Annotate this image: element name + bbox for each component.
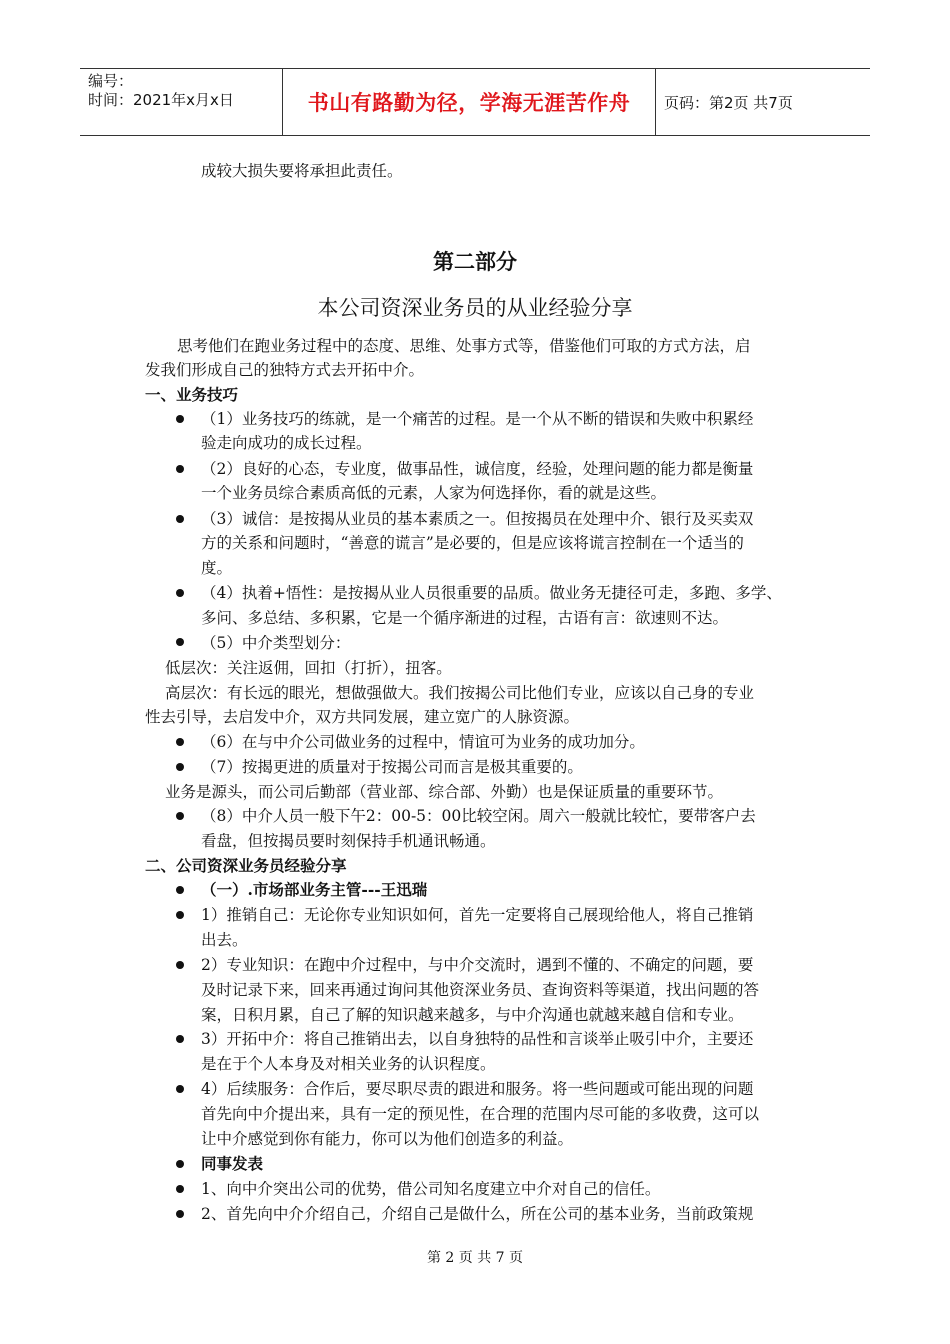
bullet-dot <box>176 911 184 919</box>
low-level-line: 低层次：关注返佣，回扣（打折），扭客。 <box>165 659 452 677</box>
bullet-text: 案，日积月累，自己了解的知识越来越多，与中介沟通也就越来越自信和专业。 <box>201 1006 744 1024</box>
high-level-line: 高层次：有长远的眼光，想做强做大。我们按揭公司比他们专业，应该以自己身的专业 <box>165 684 755 702</box>
bullet-dot <box>176 638 184 646</box>
bullet-text: （4）执着+悟性：是按揭从业人员很重要的品质。做业务无捷径可走，多跑、多学、 <box>201 584 782 602</box>
bullet-text: （2）良好的心态，专业度，做事品性，诚信度，经验，处理问题的能力都是衡量 <box>201 460 754 478</box>
page-info: 页码：第2页 共7页 <box>664 93 793 112</box>
bullet-text: （3）诚信：是按揭从业员的基本素质之一。但按揭员在处理中介、银行及买卖双 <box>201 510 754 528</box>
bullet-text: （7）按揭更进的质量对于按揭公司而言是极其重要的。 <box>201 758 583 776</box>
bullet-dot <box>176 1085 184 1093</box>
carry-over-line: 成较大损失要将承担此责任。 <box>201 162 403 180</box>
bullet-text: （6）在与中介公司做业务的过程中，情谊可为业务的成功加分。 <box>201 733 645 751</box>
number-label: 编号： <box>88 72 134 90</box>
high-level-line: 性去引导，去启发中介，双方共同发展，建立宽广的人脉资源。 <box>145 708 580 726</box>
bullet-dot <box>176 589 184 597</box>
slogan: 书山有路勤为径，学海无涯苦作舟 <box>307 91 631 115</box>
bullet-dot <box>176 812 184 820</box>
bullet-dot <box>176 1185 184 1193</box>
bullet-dot <box>176 886 184 894</box>
bullet-text: 验走向成功的成长过程。 <box>201 434 372 452</box>
bullet-text: （5）中介类型划分： <box>201 634 351 652</box>
section-title: 第二部分 <box>433 250 517 274</box>
bullet-text: 及时记录下来，回来再通过询问其他资深业务员、查询资料等渠道，找出问题的答 <box>201 981 760 999</box>
bullet-text: 度。 <box>201 559 233 577</box>
bullet-text: 首先向中介提出来，具有一定的预见性，在合理的范围内尽可能的多收费，这可以 <box>201 1105 760 1123</box>
part2-heading: 二、公司资深业务员经验分享 <box>145 856 347 875</box>
bullet-dot <box>176 415 184 423</box>
header-left-cell <box>80 69 282 135</box>
subsection-heading: 同事发表 <box>201 1154 264 1173</box>
bullet-text: （8）中介人员一般下午2：00-5：00比较空闲。周六一般就比较忙，要带客户去 <box>201 807 756 825</box>
bullet-dot <box>176 763 184 771</box>
bullet-text: （1）业务技巧的练就，是一个痛苦的过程。是一个从不断的错误和失败中积累经 <box>201 410 754 428</box>
bullet-dot <box>176 1160 184 1168</box>
bullet-text: 方的关系和问题时，“善意的谎言”是必要的，但是应该将谎言控制在一个适当的 <box>201 534 744 552</box>
header-right-cell <box>656 69 870 135</box>
bullet-text: 3）开拓中介：将自己推销出去，以自身独特的品性和言谈举止吸引中介，主要还 <box>201 1030 754 1048</box>
bullet-text: 1、向中介突出公司的优势，借公司知名度建立中介对自己的信任。 <box>201 1180 661 1198</box>
intro-line: 思考他们在跑业务过程中的态度、思维、处事方式等，借鉴他们可取的方式方法，启 <box>177 337 751 355</box>
bullet-dot <box>176 961 184 969</box>
bullet-text: 1）推销自己：无论你专业知识如何，首先一定要将自己展现给他人，将自己推销 <box>201 906 754 924</box>
bullet-text: 看盘，但按揭员要时刻保持手机通讯畅通。 <box>201 832 496 850</box>
bullet-text: 2、首先向中介介绍自己，介绍自己是做什么，所在公司的基本业务，当前政策规 <box>201 1205 754 1223</box>
header-middle-cell <box>282 69 656 135</box>
bullet-dot <box>176 1035 184 1043</box>
section-subtitle: 本公司资深业务员的从业经验分享 <box>317 296 633 320</box>
bullet-dot <box>176 465 184 473</box>
bullet-text: 2）专业知识：在跑中介过程中，与中介交流时，遇到不懂的、不确定的问题，要 <box>201 956 754 974</box>
page-header <box>80 68 870 136</box>
bullet-text: 4）后续服务：合作后，要尽职尽责的跟进和服务。将一些问题或可能出现的问题 <box>201 1080 754 1098</box>
bullet-dot <box>176 738 184 746</box>
subsection-heading: （一）.市场部业务主管---王迅瑞 <box>201 880 428 899</box>
source-line: 业务是源头，而公司后勤部（营业部、综合部、外勤）也是保证质量的重要环节。 <box>165 783 724 801</box>
time-label: 时间：2021年x月x日 <box>88 91 234 109</box>
bullet-text: 出去。 <box>201 931 248 949</box>
page-footer: 第 2 页 共 7 页 <box>426 1250 524 1266</box>
bullet-text: 一个业务员综合素质高低的元素，人家为何选择你，看的就是这些。 <box>201 484 667 502</box>
bullet-dot <box>176 515 184 523</box>
bullet-text: 是在于个人本身及对相关业务的认识程度。 <box>201 1055 496 1073</box>
intro-line: 发我们形成自己的独特方式去开拓中介。 <box>145 361 425 379</box>
bullet-text: 多问、多总结、多积累，它是一个循序渐进的过程，古语有言：欲速则不达。 <box>201 609 729 627</box>
part1-heading: 一、业务技巧 <box>145 385 239 404</box>
bullet-dot <box>176 1210 184 1218</box>
bullet-text: 让中介感觉到你有能力，你可以为他们创造多的利益。 <box>201 1130 574 1148</box>
